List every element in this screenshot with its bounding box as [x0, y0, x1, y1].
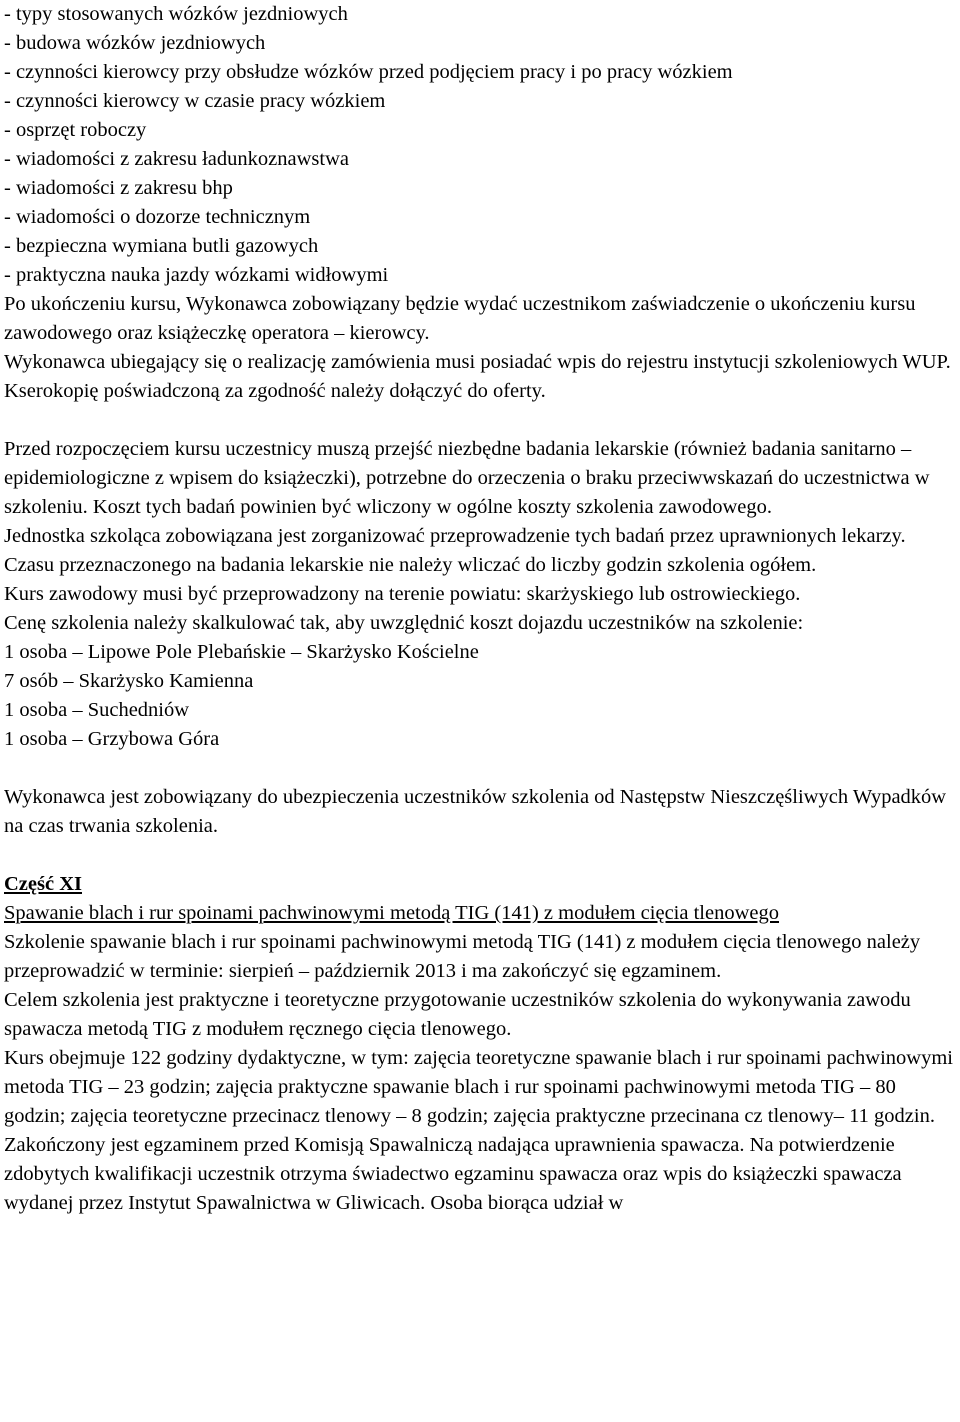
spacer — [4, 841, 956, 870]
goal-paragraph: Celem szkolenia jest praktyczne i teoretyczne przygotowanie uczestników szkolenia do wykonywania zawodu spawacza metodą TIG z modułem ręcznego cięcia tlenowego. — [4, 989, 911, 1040]
list-item: - wiadomości z zakresu ładunkoznawstwa — [4, 148, 349, 170]
spacer — [4, 406, 956, 435]
certificate-paragraph: Po ukończeniu kursu, Wykonawca zobowiązany będzie wydać uczestnikom zaświadczenie o ukończeniu kursu zawodowego oraz książeczkę operatora – kierowcy. — [4, 293, 916, 344]
list-item: - praktyczna nauka jazdy wózkami widłowymi — [4, 264, 389, 286]
list-item: - czynności kierowcy w czasie pracy wózkiem — [4, 90, 386, 112]
list-item: - czynności kierowcy przy obsłudze wózków przed podjęciem pracy i po pracy wózkiem — [4, 61, 733, 83]
list-item: 1 osoba – Grzybowa Góra — [4, 728, 220, 750]
list-item: - typy stosowanych wózków jezdniowych — [4, 3, 348, 25]
training-unit-paragraph: Jednostka szkoląca zobowiązana jest zorganizować przeprowadzenie tych badań przez uprawnionych lekarzy. Czasu przeznaczonego na badania lekarskie nie należy wliczać do liczby godzin szkolenia ogółem. — [4, 525, 906, 576]
location-paragraph: Kurs zawodowy musi być przeprowadzony na terenie powiatu: skarżyskiego lub ostrowieckiego. — [4, 583, 801, 605]
list-item: - bezpieczna wymiana butli gazowych — [4, 235, 319, 257]
participants-list — [4, 638, 956, 754]
list-item: 7 osób – Skarżysko Kamienna — [4, 670, 254, 692]
wup-registry-paragraph: Wykonawca ubiegający się o realizację zamówienia musi posiadać wpis do rejestru instytucji szkoleniowych WUP. Kserokopię poświadczoną za zgodność należy dołączyć do oferty. — [4, 351, 951, 402]
list-item: - wiadomości o dozorze technicznym — [4, 206, 311, 228]
list-item: - budowa wózków jezdniowych — [4, 32, 266, 54]
topic-list — [4, 0, 956, 290]
spacer — [4, 754, 956, 783]
medical-exams-paragraph: Przed rozpoczęciem kursu uczestnicy muszą przejść niezbędne badania lekarskie (również badania sanitarno –epidemiologiczne z wpisem do książeczki), potrzebne do orzeczenia o braku przeciwwskazań do uczestnictwa w szkoleniu. Koszt tych badań powinien być wliczony w ogólne koszty szkolenia zawodowego. — [4, 438, 930, 518]
list-item: - wiadomości z zakresu bhp — [4, 177, 233, 199]
list-item: 1 osoba – Suchedniów — [4, 699, 190, 721]
list-item: - osprzęt roboczy — [4, 119, 147, 141]
part-title: Spawanie blach i rur spoinami pachwinowymi metodą TIG (141) z modułem cięcia tlenowego — [4, 902, 779, 924]
term-paragraph: Szkolenie spawanie blach i rur spoinami pachwinowymi metodą TIG (141) z modułem cięcia tlenowego należy przeprowadzić w terminie: sierpień – październik 2013 i ma zakończyć się egzaminem. — [4, 931, 921, 982]
list-item: 1 osoba – Lipowe Pole Plebańskie – Skarżysko Kościelne — [4, 641, 479, 663]
insurance-paragraph: Wykonawca jest zobowiązany do ubezpieczenia uczestników szkolenia od Następstw Nieszczęśliwych Wypadków na czas trwania szkolenia. — [4, 786, 947, 837]
part-heading: Część XI — [4, 873, 82, 895]
price-paragraph: Cenę szkolenia należy skalkulować tak, aby uwzględnić koszt dojazdu uczestników na szkolenie: — [4, 612, 804, 634]
hours-paragraph: Kurs obejmuje 122 godziny dydaktyczne, w tym: zajęcia teoretyczne spawanie blach i rur spoinami pachwinowymi metoda TIG – 23 godzin; zajęcia praktyczne spawanie blach i rur spoinami pachwinowymi metoda TIG – 80 godzin; zajęcia teoretyczne przecinacz tlenowy – 8 godzin; zajęcia praktyczne przecinana cz tlenowy– 11 godzin. Zakończony jest egzaminem przed Komisją Spawalniczą nadająca uprawnienia spawacza. Na potwierdzenie zdobytych kwalifikacji uczestnik otrzyma świadectwo egzaminu spawacza oraz wpis do książeczki spawacza wydanej przez Instytut Spawalnictwa w Gliwicach. Osoba biorąca udział w — [4, 1047, 953, 1214]
